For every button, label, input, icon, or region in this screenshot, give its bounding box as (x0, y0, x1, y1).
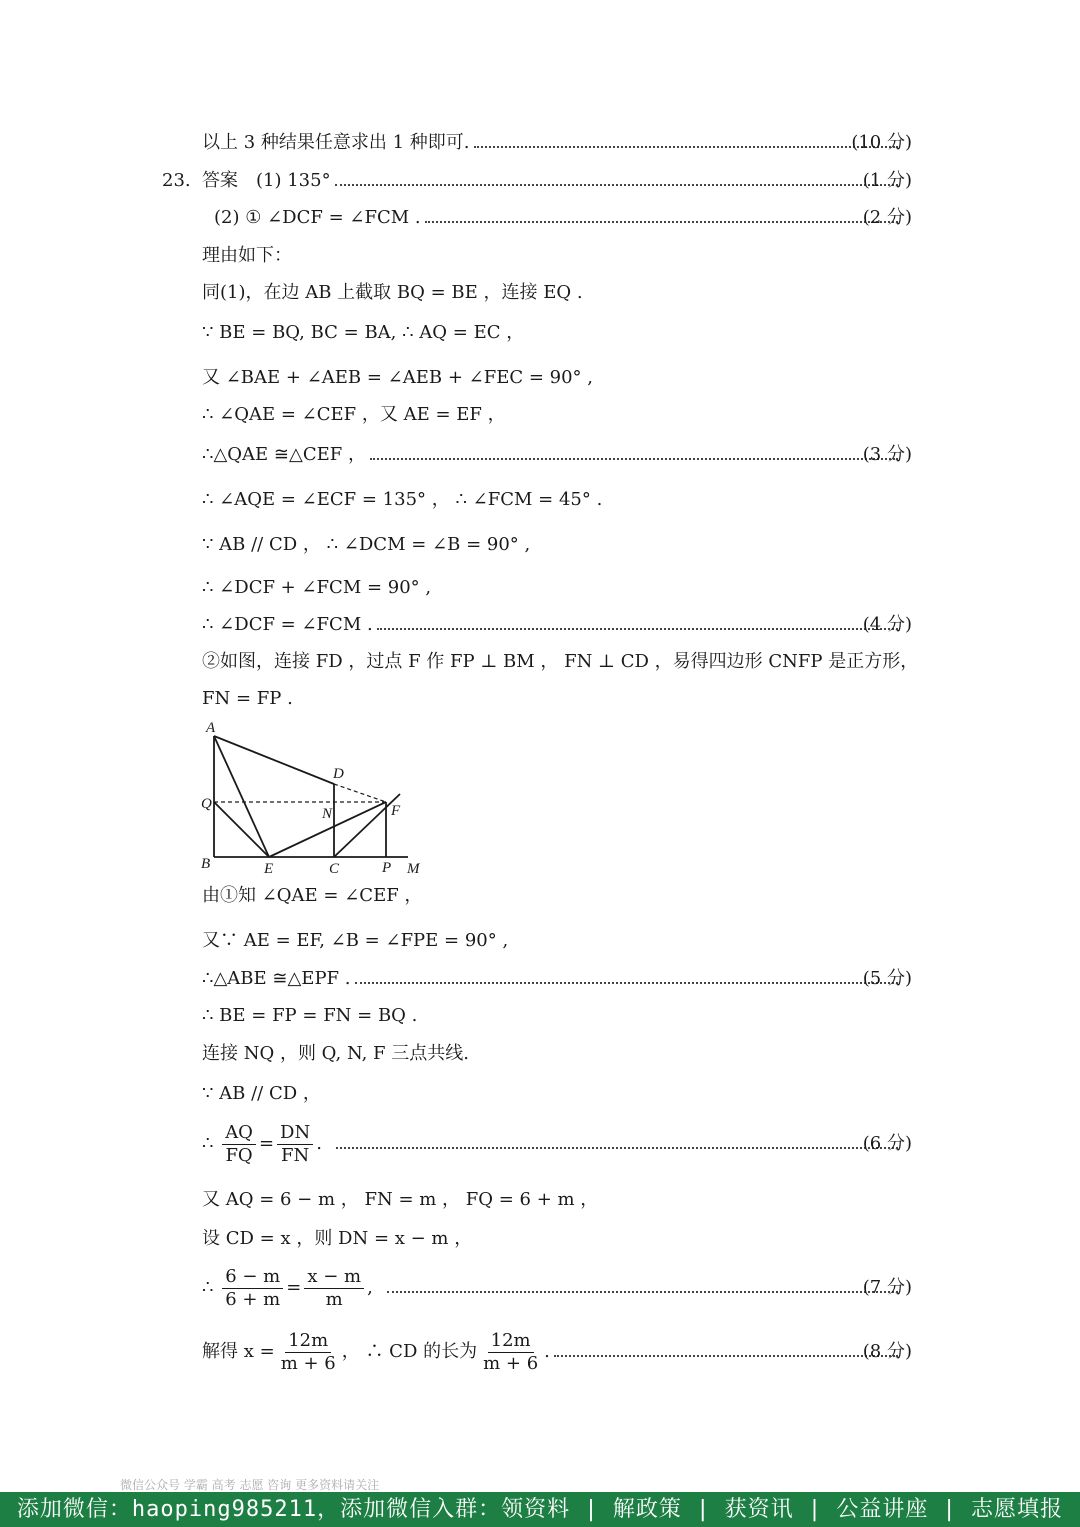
reason-heading: 理由如下： (202, 245, 292, 266)
fraction: $\frac{DN}{FN}$ (277, 1122, 313, 1167)
label-e: E (264, 861, 274, 877)
proof-line: ∴ ∠AQE = ∠ECF = 135° ， ∴ ∠FCM = 45° . (202, 489, 603, 510)
score: (5 分) (862, 968, 912, 989)
proof-line: ∴ ∠DCF + ∠FCM = 90° , (202, 577, 432, 598)
fraction: $\frac{6 - m}{6 + m}$ (222, 1266, 283, 1311)
proof-line: ∴ ∠DCF = ∠FCM . (202, 613, 912, 637)
proof-line: 又 AQ = 6 − m ， FN = m ， FQ = 6 + m ， (202, 1189, 599, 1210)
answer-line: 答案 (1) 135° (202, 169, 912, 193)
proof-line: ∴ ∠QAE = ∠CEF ，又 AE = EF ， (202, 404, 506, 425)
label-f: F (391, 803, 401, 819)
proof-line: 设 CD = x ，则 DN = x − m ， (202, 1228, 473, 1249)
label-b: B (201, 856, 211, 872)
label-d: D (333, 766, 344, 782)
footer-bleed-text: 微信公众号 学霸 高考 志愿 咨询 更多资料请关注 (120, 1478, 380, 1492)
label-p: P (382, 860, 392, 876)
score: (7 分) (862, 1277, 912, 1298)
proof-line: FN = FP . (202, 688, 293, 709)
proof-line: ②如图，连接 FD ，过点 F 作 FP ⊥ BM ， FN ⊥ CD ，易得四边形 CNFP 是正方形， (202, 651, 919, 672)
answer-line: 以上 3 种结果任意求出 1 种即可. (202, 131, 912, 155)
proof-line: ∴ $\frac{AQ}{FQ}$ = $\frac{DN}{FN}$ . (202, 1120, 912, 1168)
proof-line: 又 ∠BAE + ∠AEB = ∠AEB + ∠FEC = 90° , (202, 367, 593, 388)
proof-line: ∵ AB // CD ， (202, 1083, 321, 1104)
proof-line: 同(1)，在边 AB 上截取 BQ = BE ，连接 EQ . (202, 282, 583, 303)
score: (8 分) (862, 1341, 912, 1362)
label-m: M (407, 861, 420, 877)
proof-line: 由①知 ∠QAE = ∠CEF ， (202, 885, 423, 906)
segment-qe (214, 802, 269, 857)
proof-line: ∴ BE = FP = FN = BQ . (202, 1005, 418, 1026)
question-number: 23. (162, 170, 191, 191)
dashed-df (334, 784, 386, 802)
answer-line: (2) ① ∠DCF = ∠FCM . (214, 206, 912, 230)
proof-line: ∴ $\frac{6 - m}{6 + m}$ = $\frac{x - m}{m}$ , (202, 1264, 912, 1312)
fraction: $\frac{12m}{m + 6}$ (280, 1329, 336, 1374)
label-a: A (206, 720, 216, 736)
score: (3 分) (862, 444, 912, 465)
label-c: C (329, 861, 340, 877)
score: (1 分) (862, 170, 912, 191)
proof-line: 连接 NQ ，则 Q, N, F 三点共线. (202, 1043, 469, 1064)
proof-line: 解得 x = $\frac{12m}{m + 6}$ ， ∴ CD 的长为 $\frac{12m}{m + 6}$ . (202, 1328, 912, 1376)
proof-line: ∵ AB // CD ， ∴ ∠DCM = ∠B = 90° , (202, 534, 531, 555)
fraction: $\frac{12m}{m + 6}$ (483, 1329, 539, 1374)
footer-banner: 添加微信：haoping985211，添加微信入群：领资料 | 解政策 | 获资讯 | 公益讲座 | 志愿填报 (0, 1492, 1080, 1527)
geometry-figure (196, 716, 436, 884)
score: (6 分) (862, 1133, 912, 1154)
label-q: Q (201, 796, 212, 812)
score: (4 分) (862, 614, 912, 635)
fraction: $\frac{x - m}{m}$ (304, 1266, 364, 1311)
proof-line: ∵ BE = BQ, BC = BA, ∴ AQ = EC ， (202, 322, 525, 343)
fraction: $\frac{AQ}{FQ}$ (222, 1122, 256, 1167)
score: (10 分) (851, 132, 912, 153)
proof-line: ∴△QAE ≅△CEF ， (202, 443, 912, 467)
proof-line: ∴△ABE ≅△EPF . (202, 967, 912, 991)
score: (2 分) (862, 207, 912, 228)
proof-line: 又∵ AE = EF, ∠B = ∠FPE = 90° , (202, 930, 509, 951)
label-n: N (322, 806, 333, 822)
